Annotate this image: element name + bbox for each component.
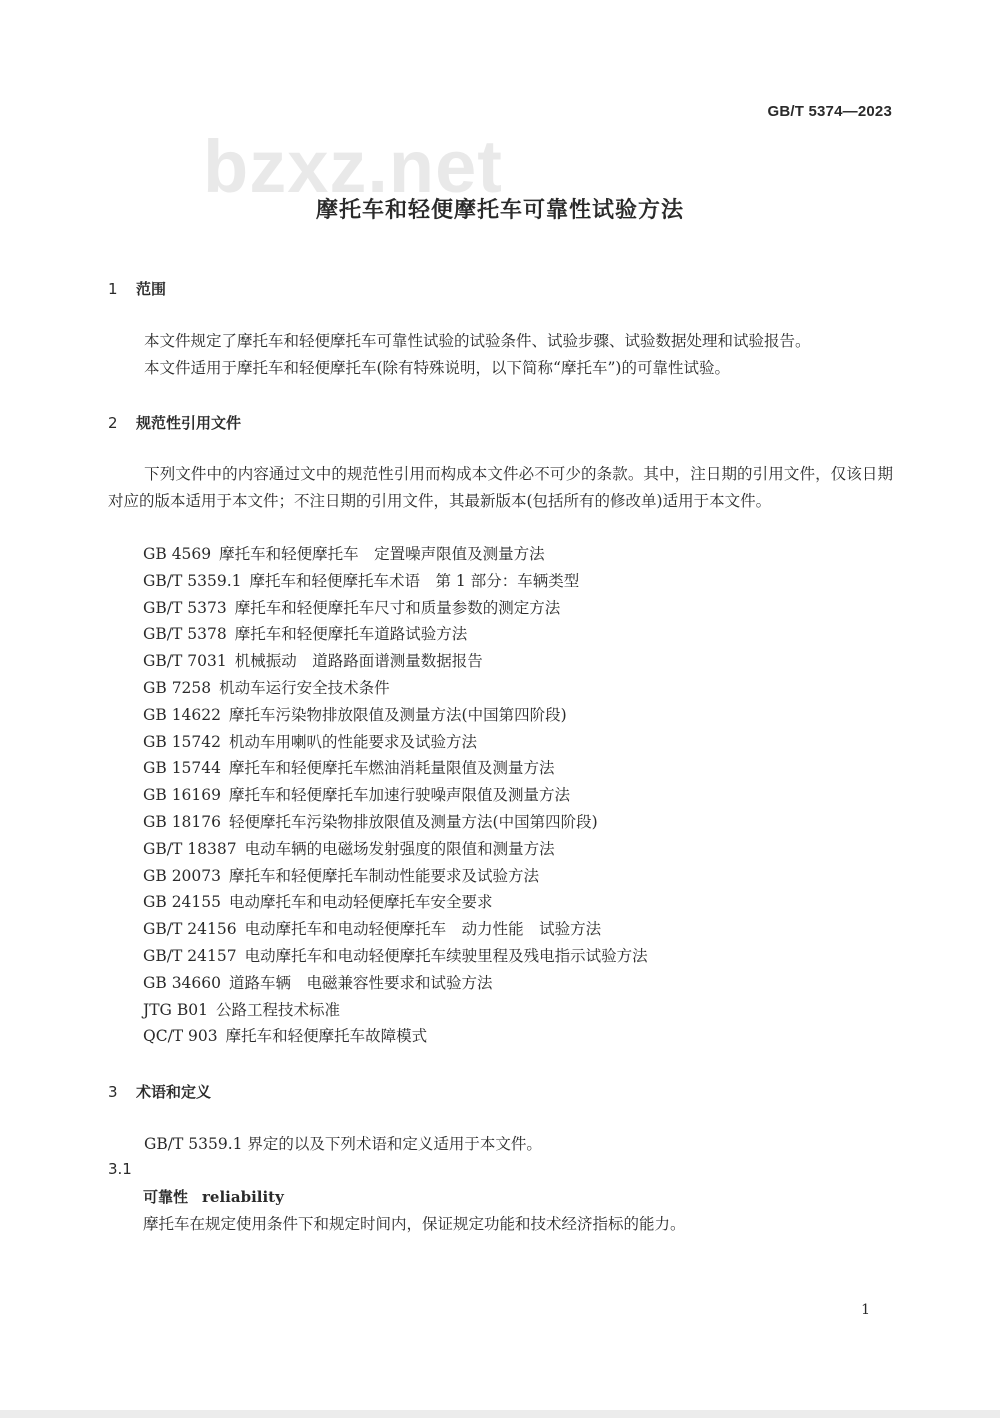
reference-item: GB 18176 轻便摩托车污染物排放限值及测量方法(中国第四阶段) [143, 812, 598, 831]
term-entry [143, 1186, 284, 1207]
reference-item: GB 4569 摩托车和轻便摩托车 定置噪声限值及测量方法 [143, 545, 545, 563]
reference-item: GB/T 5359.1 摩托车和轻便摩托车术语 第 1 部分：车辆类型 [143, 571, 580, 590]
reference-item: GB 24155 电动摩托车和电动轻便摩托车安全要求 [143, 893, 493, 912]
term-zh: 可靠性 [143, 1188, 189, 1206]
reference-item: GB/T 24157 电动摩托车和电动轻便摩托车续驶里程及残电指示试验方法 [143, 946, 648, 965]
reference-item: GB/T 5373 摩托车和轻便摩托车尺寸和质量参数的测定方法 [143, 598, 561, 617]
reference-item: GB 20073 摩托车和轻便摩托车制动性能要求及试验方法 [143, 866, 540, 885]
reference-item: GB/T 24156 电动摩托车和电动轻便摩托车 动力性能 试验方法 [143, 920, 602, 939]
section-title: 规范性引用文件 [136, 414, 242, 432]
section-title: 术语和定义 [136, 1083, 212, 1101]
term-number: 3.1 [108, 1160, 132, 1178]
document-title: 摩托车和轻便摩托车可靠性试验方法 [315, 198, 684, 223]
reference-item: GB/T 5378 摩托车和轻便摩托车道路试验方法 [143, 625, 468, 644]
section-3-heading [108, 1081, 211, 1102]
reference-item: GB/T 18387 电动车辆的电磁场发射强度的限值和测量方法 [143, 839, 555, 858]
reference-item: QC/T 903 摩托车和轻便摩托车故障模式 [143, 1027, 428, 1046]
section-1-heading [108, 278, 166, 299]
reference-item: GB 34660 道路车辆 电磁兼容性要求和试验方法 [143, 973, 493, 992]
section-number: 3 [108, 1083, 118, 1101]
reference-item: JTG B01 公路工程技术标准 [143, 1000, 340, 1019]
section-1-paragraph-2: 本文件适用于摩托车和轻便摩托车(除有特殊说明，以下简称“摩托车”)的可靠性试验。 [144, 359, 730, 377]
reference-item: GB/T 7031 机械振动 道路路面谱测量数据报告 [143, 652, 483, 671]
reference-item: GB 15742 机动车用喇叭的性能要求及试验方法 [143, 732, 478, 751]
reference-item: GB 15744 摩托车和轻便摩托车燃油消耗量限值及测量方法 [143, 759, 555, 778]
watermark: bzxz.net [203, 125, 503, 208]
term-definition: 摩托车在规定使用条件下和规定时间内，保证规定功能和技术经济指标的能力。 [143, 1215, 686, 1233]
reference-item: GB 14622 摩托车污染物排放限值及测量方法(中国第四阶段) [143, 705, 567, 724]
page-bottom-edge [0, 1410, 1000, 1418]
section-number: 1 [108, 280, 118, 298]
reference-list [143, 541, 656, 1050]
reference-item: GB 7258 机动车运行安全技术条件 [143, 678, 390, 697]
section-number: 2 [108, 414, 118, 432]
section-3-intro: GB/T 5359.1 界定的以及下列术语和定义适用于本文件。 [144, 1135, 542, 1153]
section-2-intro: 下列文件中的内容通过文中的规范性引用而构成本文件必不可少的条款。其中，注日期的引用文件，仅该日期对应的版本适用于本文件；不注日期的引用文件，其最新版本(包括所有的修改单)适用于本文件。 [108, 465, 893, 510]
term-en: reliability [202, 1188, 284, 1206]
section-title: 范围 [136, 280, 167, 298]
reference-item: GB 16169 摩托车和轻便摩托车加速行驶噪声限值及测量方法 [143, 786, 571, 805]
standard-number: GB/T 5374—2023 [767, 103, 892, 120]
section-1-paragraph-1: 本文件规定了摩托车和轻便摩托车可靠性试验的试验条件、试验步骤、试验数据处理和试验报告。 [144, 332, 811, 350]
page-number: 1 [861, 1302, 870, 1318]
section-2-heading [108, 412, 241, 433]
